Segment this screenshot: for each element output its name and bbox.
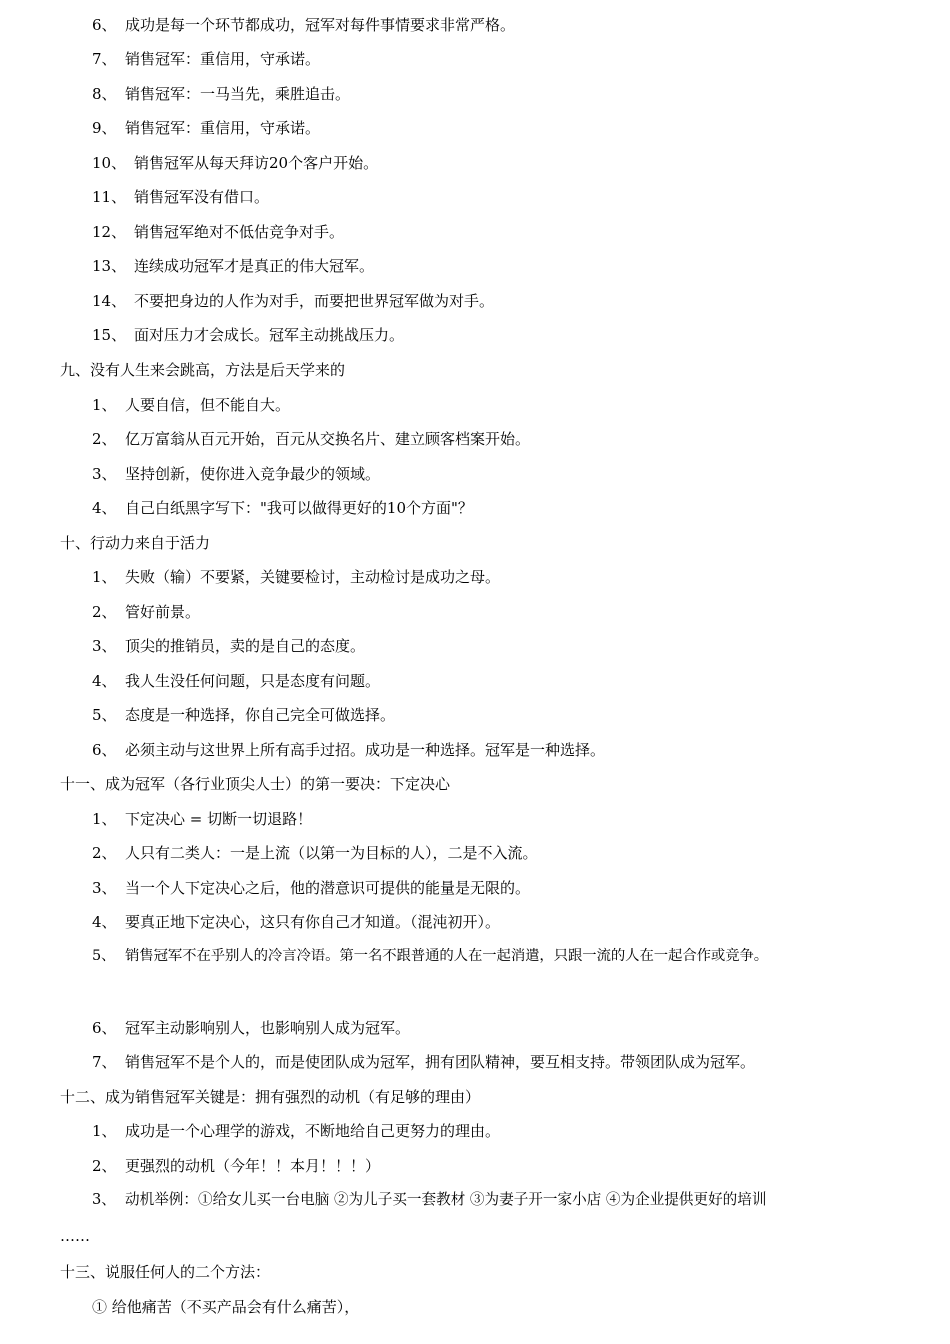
list-item: 1、 成功是一个心理学的游戏，不断地给自己更努力的理由。 bbox=[92, 1122, 501, 1140]
list-item: 3、 坚持创新，使你进入竞争最少的领域。 bbox=[92, 465, 381, 483]
list-item: 3、 动机举例：①给女儿买一台电脑 ②为儿子买一套教材 ③为妻子开一家小店 ④为企业提供更好的培训 bbox=[92, 1191, 767, 1208]
list-item: 3、 当一个人下定决心之后，他的潜意识可提供的能量是无限的。 bbox=[92, 879, 531, 897]
list-item: 2、 亿万富翁从百元开始，百元从交换名片、建立顾客档案开始。 bbox=[92, 430, 531, 448]
list-item: 9、 销售冠军：重信用，守承诺。 bbox=[92, 119, 321, 137]
section-heading: 九、没有人生来会跳高，方法是后天学来的 bbox=[60, 361, 346, 379]
list-item: 2、 管好前景。 bbox=[92, 603, 201, 621]
list-item: 1、 失败（输）不要紧，关键要检讨，主动检讨是成功之母。 bbox=[92, 568, 501, 586]
list-item: 4、 我人生没任何问题，只是态度有问题。 bbox=[92, 672, 381, 690]
list-item: 13、 连续成功冠军才是真正的伟大冠军。 bbox=[92, 257, 375, 275]
ellipsis-text: …… bbox=[60, 1227, 90, 1245]
section-heading: 十三、说服任何人的二个方法： bbox=[60, 1263, 271, 1281]
list-item: 6、 必须主动与这世界上所有高手过招。成功是一种选择。冠军是一种选择。 bbox=[92, 741, 606, 759]
list-item: 4、 要真正地下定决心，这只有你自己才知道。（混沌初开）。 bbox=[92, 913, 501, 931]
list-item: 14、 不要把身边的人作为对手，而要把世界冠军做为对手。 bbox=[92, 292, 495, 310]
list-item: 2、 更强烈的动机（今年！！本月！！！） bbox=[92, 1157, 381, 1175]
list-item: 6、 成功是每一个环节都成功，冠军对每件事情要求非常严格。 bbox=[92, 16, 516, 34]
list-item: 7、 销售冠军不是个人的，而是使团队成为冠军，拥有团队精神，要互相支持。带领团队成为冠军。 bbox=[92, 1053, 756, 1071]
list-item: 15、 面对压力才会成长。冠军主动挑战压力。 bbox=[92, 326, 405, 344]
section-heading: 十二、成为销售冠军关键是：拥有强烈的动机（有足够的理由） bbox=[60, 1088, 481, 1106]
list-item: 10、 销售冠军从每天拜访20个客户开始。 bbox=[92, 154, 379, 172]
list-item: 1、 下定决心 = 切断一切退路！ bbox=[92, 810, 313, 828]
section-heading: 十一、成为冠军（各行业顶尖人士）的第一要决：下定决心 bbox=[60, 775, 451, 793]
list-item: 1、 人要自信，但不能自大。 bbox=[92, 396, 291, 414]
list-item: 7、 销售冠军：重信用，守承诺。 bbox=[92, 50, 321, 68]
list-item: 11、 销售冠军没有借口。 bbox=[92, 188, 270, 206]
list-item: 8、 销售冠军：一马当先，乘胜追击。 bbox=[92, 85, 351, 103]
list-item: 4、 自己白纸黑字写下："我可以做得更好的10个方面"？ bbox=[92, 499, 473, 517]
section-heading: 十、行动力来自于活力 bbox=[60, 534, 211, 552]
list-item: ① 给他痛苦（不买产品会有什么痛苦）， bbox=[92, 1298, 360, 1316]
list-item: 5、 销售冠军不在乎别人的冷言冷语。第一名不跟普通的人在一起消遣，只跟一流的人在一起合作或竞争。 bbox=[92, 948, 769, 964]
list-item: 12、 销售冠军绝对不低估竞争对手。 bbox=[92, 223, 345, 241]
list-item: 2、 人只有二类人：一是上流（以第一为目标的人），二是不入流。 bbox=[92, 844, 538, 862]
list-item: 6、 冠军主动影响别人，也影响别人成为冠军。 bbox=[92, 1019, 411, 1037]
list-item: 3、 顶尖的推销员，卖的是自己的态度。 bbox=[92, 637, 366, 655]
list-item: 5、 态度是一种选择，你自己完全可做选择。 bbox=[92, 706, 396, 724]
